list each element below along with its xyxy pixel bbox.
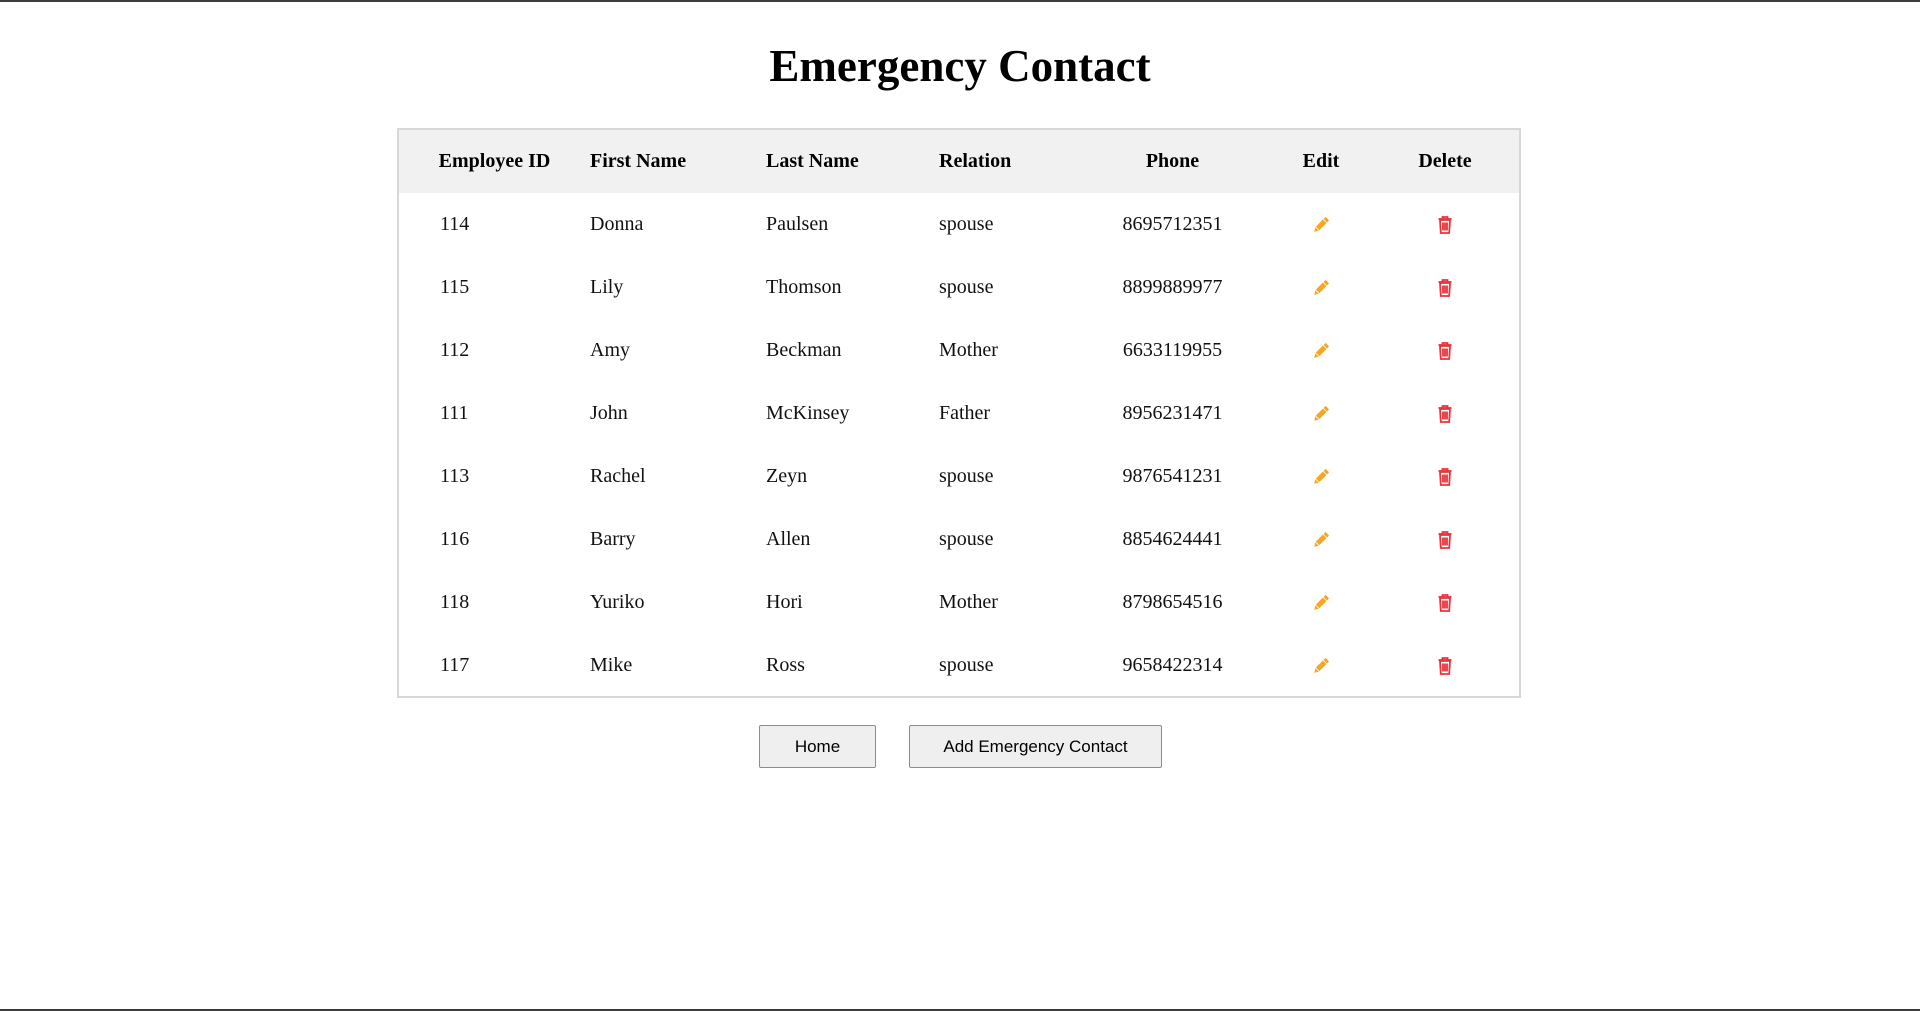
home-button[interactable]: Home bbox=[759, 725, 876, 768]
header-edit: Edit bbox=[1302, 150, 1340, 172]
add-emergency-contact-button[interactable]: Add Emergency Contact bbox=[909, 725, 1162, 768]
cell-employee-id: 116 bbox=[440, 528, 470, 550]
header-phone: Phone bbox=[1145, 150, 1200, 172]
header-employee-id: Employee ID bbox=[438, 150, 551, 172]
trash-icon[interactable] bbox=[1434, 340, 1456, 362]
cell-last-name: Ross bbox=[766, 654, 805, 676]
cell-delete bbox=[1371, 193, 1519, 256]
cell-phone: 9876541231 bbox=[1122, 465, 1223, 487]
cell-employee-id: 118 bbox=[440, 591, 470, 613]
cell-edit bbox=[1271, 508, 1371, 571]
trash-icon[interactable] bbox=[1434, 466, 1456, 488]
pencil-icon[interactable] bbox=[1310, 655, 1332, 677]
cell-relation: spouse bbox=[939, 654, 994, 676]
cell-edit bbox=[1271, 319, 1371, 382]
cell-edit bbox=[1271, 256, 1371, 319]
cell-edit bbox=[1271, 445, 1371, 508]
pencil-icon[interactable] bbox=[1310, 214, 1332, 236]
trash-icon[interactable] bbox=[1434, 655, 1456, 677]
table-row bbox=[399, 319, 1519, 382]
cell-edit bbox=[1271, 634, 1371, 697]
emergency-contact-table bbox=[397, 128, 1521, 698]
cell-relation: spouse bbox=[939, 528, 994, 550]
table-row bbox=[399, 571, 1519, 634]
cell-edit bbox=[1271, 193, 1371, 256]
table-row bbox=[399, 508, 1519, 571]
pencil-icon[interactable] bbox=[1310, 592, 1332, 614]
cell-last-name: Beckman bbox=[766, 339, 842, 361]
cell-delete bbox=[1371, 571, 1519, 634]
cell-first-name: Rachel bbox=[590, 465, 646, 487]
page-title: Emergency Contact bbox=[769, 41, 1151, 91]
cell-employee-id: 111 bbox=[440, 402, 469, 424]
pencil-icon[interactable] bbox=[1310, 340, 1332, 362]
cell-phone: 8695712351 bbox=[1122, 213, 1223, 235]
cell-relation: Father bbox=[939, 402, 991, 424]
cell-phone: 8798654516 bbox=[1122, 591, 1223, 613]
cell-delete bbox=[1371, 319, 1519, 382]
pencil-icon[interactable] bbox=[1310, 277, 1332, 299]
cell-first-name: Donna bbox=[590, 213, 644, 235]
table-row bbox=[399, 193, 1519, 256]
cell-first-name: Mike bbox=[590, 654, 633, 676]
cell-first-name: Yuriko bbox=[590, 591, 645, 613]
trash-icon[interactable] bbox=[1434, 592, 1456, 614]
cell-phone: 8854624441 bbox=[1122, 528, 1223, 550]
cell-last-name: Thomson bbox=[766, 276, 842, 298]
cell-phone: 8899889977 bbox=[1122, 276, 1223, 298]
cell-employee-id: 112 bbox=[440, 339, 470, 361]
cell-edit bbox=[1271, 382, 1371, 445]
contacts-table bbox=[399, 130, 1519, 697]
cell-delete bbox=[1371, 382, 1519, 445]
cell-relation: spouse bbox=[939, 213, 994, 235]
trash-icon[interactable] bbox=[1434, 214, 1456, 236]
cell-employee-id: 113 bbox=[440, 465, 470, 487]
cell-first-name: Barry bbox=[590, 528, 636, 550]
cell-relation: spouse bbox=[939, 276, 994, 298]
table-row bbox=[399, 382, 1519, 445]
table-header-row bbox=[399, 130, 1519, 193]
cell-relation: spouse bbox=[939, 465, 994, 487]
header-relation: Relation bbox=[939, 150, 1012, 172]
pencil-icon[interactable] bbox=[1310, 403, 1332, 425]
cell-delete bbox=[1371, 508, 1519, 571]
top-border bbox=[0, 0, 1920, 2]
cell-delete bbox=[1371, 445, 1519, 508]
cell-first-name: Amy bbox=[590, 339, 630, 361]
table-row bbox=[399, 445, 1519, 508]
trash-icon[interactable] bbox=[1434, 529, 1456, 551]
header-delete: Delete bbox=[1418, 150, 1472, 172]
trash-icon[interactable] bbox=[1434, 403, 1456, 425]
cell-employee-id: 114 bbox=[440, 213, 470, 235]
table-row bbox=[399, 634, 1519, 697]
pencil-icon[interactable] bbox=[1310, 529, 1332, 551]
cell-employee-id: 115 bbox=[440, 276, 470, 298]
cell-delete bbox=[1371, 634, 1519, 697]
cell-employee-id: 117 bbox=[440, 654, 470, 676]
header-first-name: First Name bbox=[590, 150, 687, 172]
cell-relation: Mother bbox=[939, 339, 998, 361]
cell-last-name: Hori bbox=[766, 591, 803, 613]
cell-edit bbox=[1271, 571, 1371, 634]
cell-phone: 8956231471 bbox=[1122, 402, 1223, 424]
table-row bbox=[399, 256, 1519, 319]
header-last-name: Last Name bbox=[766, 150, 859, 172]
cell-relation: Mother bbox=[939, 591, 998, 613]
cell-last-name: Paulsen bbox=[766, 213, 829, 235]
cell-delete bbox=[1371, 256, 1519, 319]
table-body bbox=[399, 193, 1519, 697]
pencil-icon[interactable] bbox=[1310, 466, 1332, 488]
cell-last-name: Zeyn bbox=[766, 465, 808, 487]
trash-icon[interactable] bbox=[1434, 277, 1456, 299]
cell-phone: 6633119955 bbox=[1122, 339, 1223, 361]
cell-first-name: John bbox=[590, 402, 628, 424]
cell-last-name: McKinsey bbox=[766, 402, 850, 424]
cell-phone: 9658422314 bbox=[1122, 654, 1223, 676]
cell-last-name: Allen bbox=[766, 528, 811, 550]
cell-first-name: Lily bbox=[590, 276, 624, 298]
